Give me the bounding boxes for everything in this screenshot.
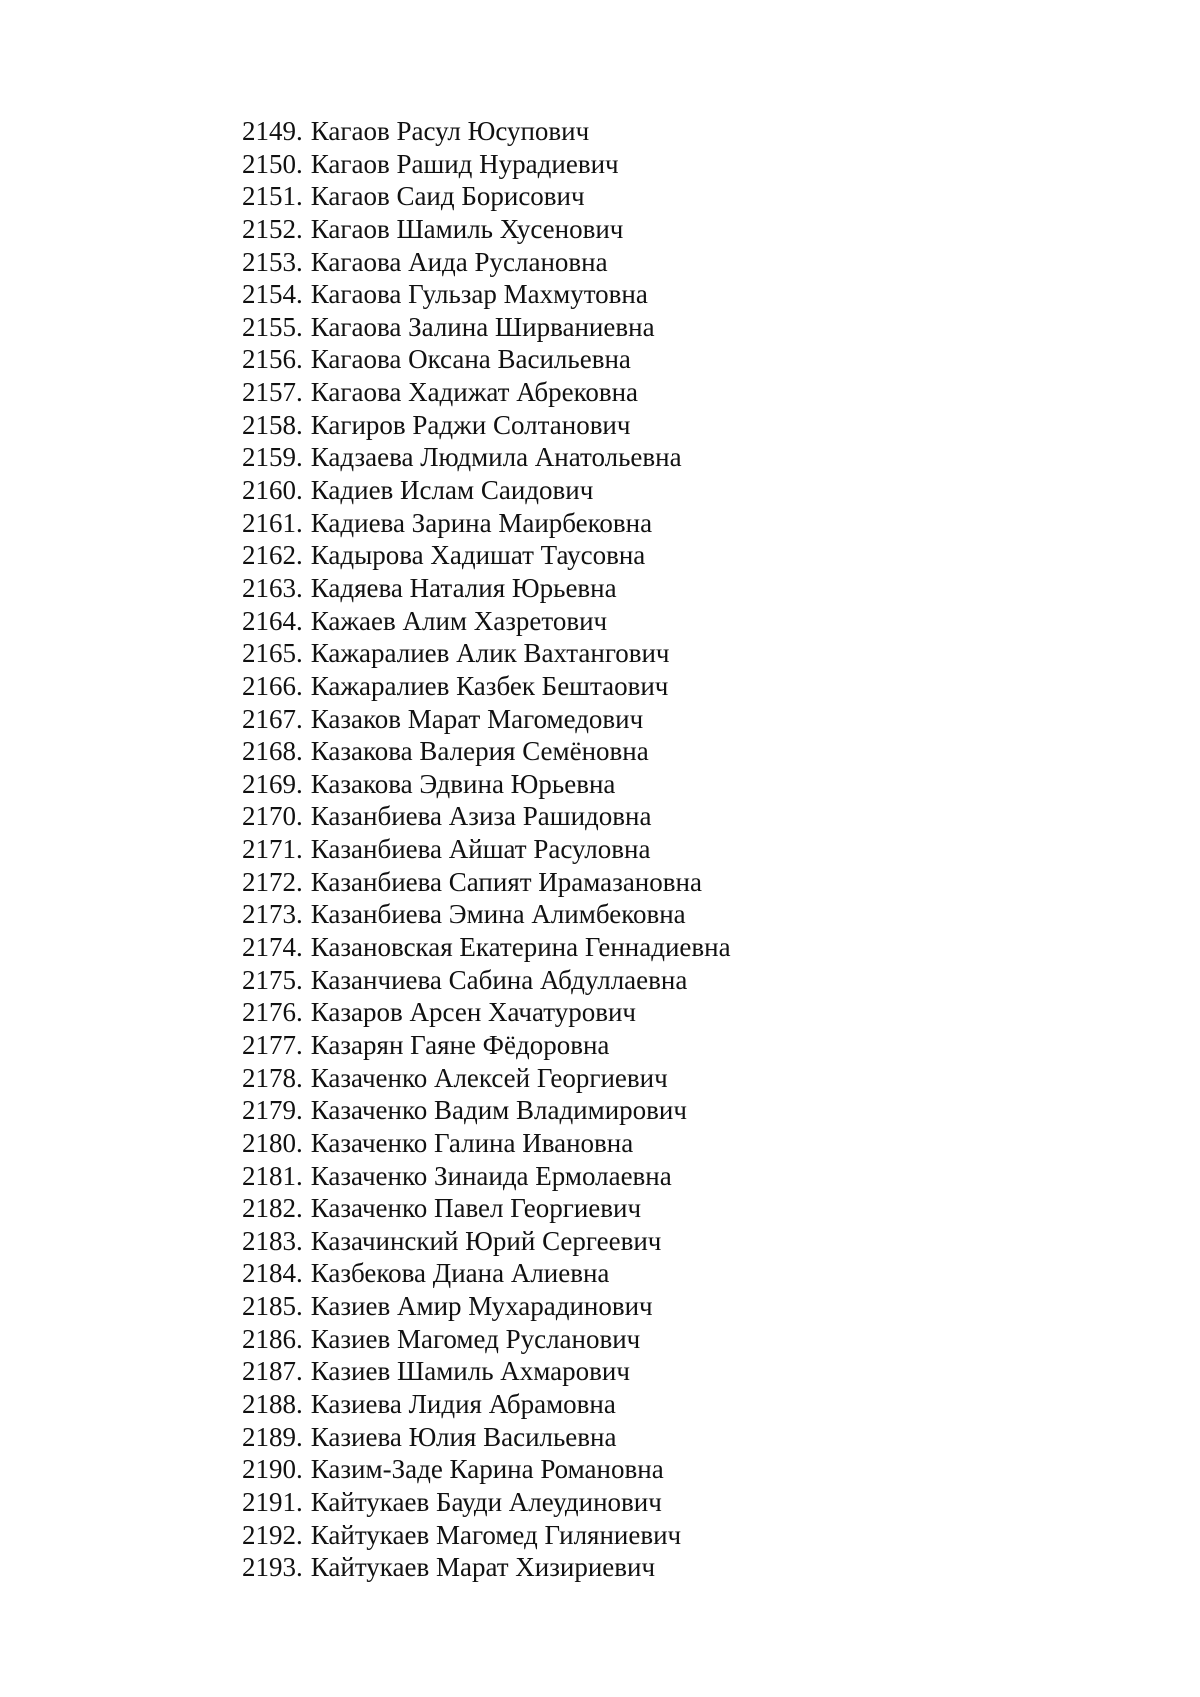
- list-item: [242, 605, 731, 638]
- list-item: [242, 703, 731, 736]
- list-item: [242, 539, 731, 572]
- entry-name: Кадырова Хадишат Таусовна: [310, 540, 646, 571]
- entry-number: 2181.: [242, 1160, 303, 1191]
- entry-number: 2182.: [242, 1193, 303, 1224]
- entry-number: 2157.: [242, 377, 303, 408]
- list-item: [242, 735, 731, 768]
- entry-number: 2163.: [242, 572, 303, 603]
- entry-name: Казаров Арсен Хачатурович: [310, 997, 637, 1028]
- entry-number: 2165.: [242, 638, 303, 669]
- entry-name: Кадиева Зарина Маирбековна: [310, 507, 653, 538]
- name-list: [242, 115, 731, 1584]
- list-item: [242, 1519, 731, 1552]
- list-item: [242, 1127, 731, 1160]
- list-item: [242, 180, 731, 213]
- entry-name: Кагаова Аида Руслановна: [310, 246, 608, 277]
- entry-name: Казанбиева Азиза Рашидовна: [310, 801, 652, 832]
- entry-number: 2154.: [242, 279, 303, 310]
- list-item: [242, 213, 731, 246]
- entry-name: Казиев Магомед Русланович: [310, 1323, 641, 1354]
- entry-number: 2180.: [242, 1127, 303, 1158]
- list-item: [242, 246, 731, 279]
- list-item: [242, 1225, 731, 1258]
- list-item: [242, 278, 731, 311]
- list-item: [242, 1192, 731, 1225]
- list-item: [242, 1421, 731, 1454]
- list-item: [242, 833, 731, 866]
- entry-name: Казанбиева Айшат Расуловна: [310, 834, 651, 865]
- entry-number: 2164.: [242, 605, 303, 636]
- entry-number: 2168.: [242, 736, 303, 767]
- list-item: [242, 376, 731, 409]
- entry-number: 2193.: [242, 1552, 303, 1583]
- list-item: [242, 866, 731, 899]
- list-item: [242, 409, 731, 442]
- entry-name: Казаков Марат Магомедович: [310, 703, 644, 734]
- entry-name: Кагаов Шамиль Хусенович: [310, 213, 624, 244]
- list-item: [242, 996, 731, 1029]
- entry-number: 2153.: [242, 246, 303, 277]
- entry-name: Кагиров Раджи Солтанович: [310, 409, 631, 440]
- list-item: [242, 115, 731, 148]
- list-item: [242, 1453, 731, 1486]
- entry-name: Казиева Лидия Абрамовна: [310, 1388, 616, 1419]
- list-item: [242, 343, 731, 376]
- entry-name: Кажаев Алим Хазретович: [310, 605, 608, 636]
- list-item: [242, 311, 731, 344]
- entry-name: Казиев Шамиль Ахмарович: [310, 1356, 630, 1387]
- entry-number: 2159.: [242, 442, 303, 473]
- entry-name: Казаченко Алексей Георгиевич: [310, 1062, 668, 1093]
- entry-number: 2187.: [242, 1356, 303, 1387]
- entry-name: Кагаов Саид Борисович: [310, 181, 585, 212]
- entry-number: 2173.: [242, 899, 303, 930]
- entry-number: 2186.: [242, 1323, 303, 1354]
- entry-name: Кайтукаев Магомед Гиляниевич: [310, 1519, 682, 1550]
- list-item: [242, 931, 731, 964]
- entry-number: 2176.: [242, 997, 303, 1028]
- entry-name: Казанбиева Эмина Алимбековна: [310, 899, 686, 930]
- entry-number: 2192.: [242, 1519, 303, 1550]
- list-item: [242, 148, 731, 181]
- entry-number: 2170.: [242, 801, 303, 832]
- entry-number: 2185.: [242, 1291, 303, 1322]
- entry-name: Казаченко Павел Георгиевич: [310, 1193, 642, 1224]
- list-item: [242, 1029, 731, 1062]
- entry-number: 2183.: [242, 1225, 303, 1256]
- entry-number: 2149.: [242, 116, 303, 146]
- entry-number: 2167.: [242, 703, 303, 734]
- list-item: [242, 800, 731, 833]
- list-item: [242, 1062, 731, 1095]
- entry-name: Кажаралиев Казбек Бештаович: [310, 670, 669, 701]
- list-item: [242, 474, 731, 507]
- entry-number: 2178.: [242, 1062, 303, 1093]
- entry-name: Кагаова Оксана Васильевна: [310, 344, 631, 375]
- entry-name: Кайтукаев Бауди Алеудинович: [310, 1486, 662, 1517]
- list-item: [242, 1486, 731, 1519]
- list-item: [242, 1551, 731, 1584]
- entry-number: 2172.: [242, 866, 303, 897]
- entry-name: Казанбиева Сапият Ирамазановна: [310, 866, 702, 897]
- entry-name: Кагаов Рашид Нурадиевич: [310, 148, 619, 179]
- entry-name: Казанчиева Сабина Абдуллаевна: [310, 964, 688, 995]
- entry-name: Кагаов Расул Юсупович: [310, 116, 590, 146]
- entry-number: 2179.: [242, 1095, 303, 1126]
- entry-number: 2169.: [242, 768, 303, 799]
- entry-number: 2177.: [242, 1029, 303, 1060]
- entry-number: 2189.: [242, 1421, 303, 1452]
- list-item: [242, 441, 731, 474]
- entry-name: Кагаова Хадижат Абрековна: [310, 377, 639, 408]
- entry-number: 2150.: [242, 148, 303, 179]
- entry-number: 2156.: [242, 344, 303, 375]
- entry-name: Казачинский Юрий Сергеевич: [310, 1225, 662, 1256]
- list-item: [242, 964, 731, 997]
- list-item: [242, 1160, 731, 1193]
- entry-name: Кадяева Наталия Юрьевна: [310, 572, 617, 603]
- list-item: [242, 1094, 731, 1127]
- entry-number: 2152.: [242, 213, 303, 244]
- entry-number: 2166.: [242, 670, 303, 701]
- list-item: [242, 1257, 731, 1290]
- entry-number: 2175.: [242, 964, 303, 995]
- entry-name: Казаченко Зинаида Ермолаевна: [310, 1160, 672, 1191]
- entry-number: 2190.: [242, 1454, 303, 1485]
- list-item: [242, 670, 731, 703]
- entry-number: 2174.: [242, 932, 303, 963]
- entry-number: 2191.: [242, 1486, 303, 1517]
- entry-name: Казбекова Диана Алиевна: [310, 1258, 610, 1289]
- entry-name: Кадиев Ислам Саидович: [310, 475, 594, 506]
- entry-number: 2171.: [242, 834, 303, 865]
- entry-name: Кадзаева Людмила Анатольевна: [310, 442, 682, 473]
- entry-name: Казаченко Вадим Владимирович: [310, 1095, 687, 1126]
- entry-name: Казакова Валерия Семёновна: [310, 736, 649, 767]
- list-item: [242, 1355, 731, 1388]
- entry-number: 2162.: [242, 540, 303, 571]
- entry-number: 2158.: [242, 409, 303, 440]
- entry-name: Казакова Эдвина Юрьевна: [310, 768, 616, 799]
- entry-name: Кажаралиев Алик Вахтангович: [310, 638, 670, 669]
- entry-number: 2151.: [242, 181, 303, 212]
- entry-name: Казиева Юлия Васильевна: [310, 1421, 617, 1452]
- entry-name: Кагаова Гульзар Махмутовна: [310, 279, 648, 310]
- list-item: [242, 507, 731, 540]
- list-item: [242, 637, 731, 670]
- entry-name: Кагаова Залина Ширваниевна: [310, 311, 655, 342]
- entry-number: 2188.: [242, 1388, 303, 1419]
- entry-number: 2161.: [242, 507, 303, 538]
- entry-name: Казим-Заде Карина Романовна: [310, 1454, 664, 1485]
- list-item: [242, 1388, 731, 1421]
- list-item: [242, 768, 731, 801]
- entry-name: Казарян Гаяне Фёдоровна: [310, 1029, 610, 1060]
- entry-number: 2160.: [242, 475, 303, 506]
- entry-name: Кайтукаев Марат Хизириевич: [310, 1552, 656, 1583]
- entry-name: Казиев Амир Мухарадинович: [310, 1291, 653, 1322]
- entry-name: Казановская Екатерина Геннадиевна: [310, 932, 731, 963]
- entry-number: 2184.: [242, 1258, 303, 1289]
- list-item: [242, 1290, 731, 1323]
- list-item: [242, 898, 731, 931]
- list-item: [242, 572, 731, 605]
- list-item: [242, 1323, 731, 1356]
- entry-number: 2155.: [242, 311, 303, 342]
- entry-name: Казаченко Галина Ивановна: [310, 1127, 634, 1158]
